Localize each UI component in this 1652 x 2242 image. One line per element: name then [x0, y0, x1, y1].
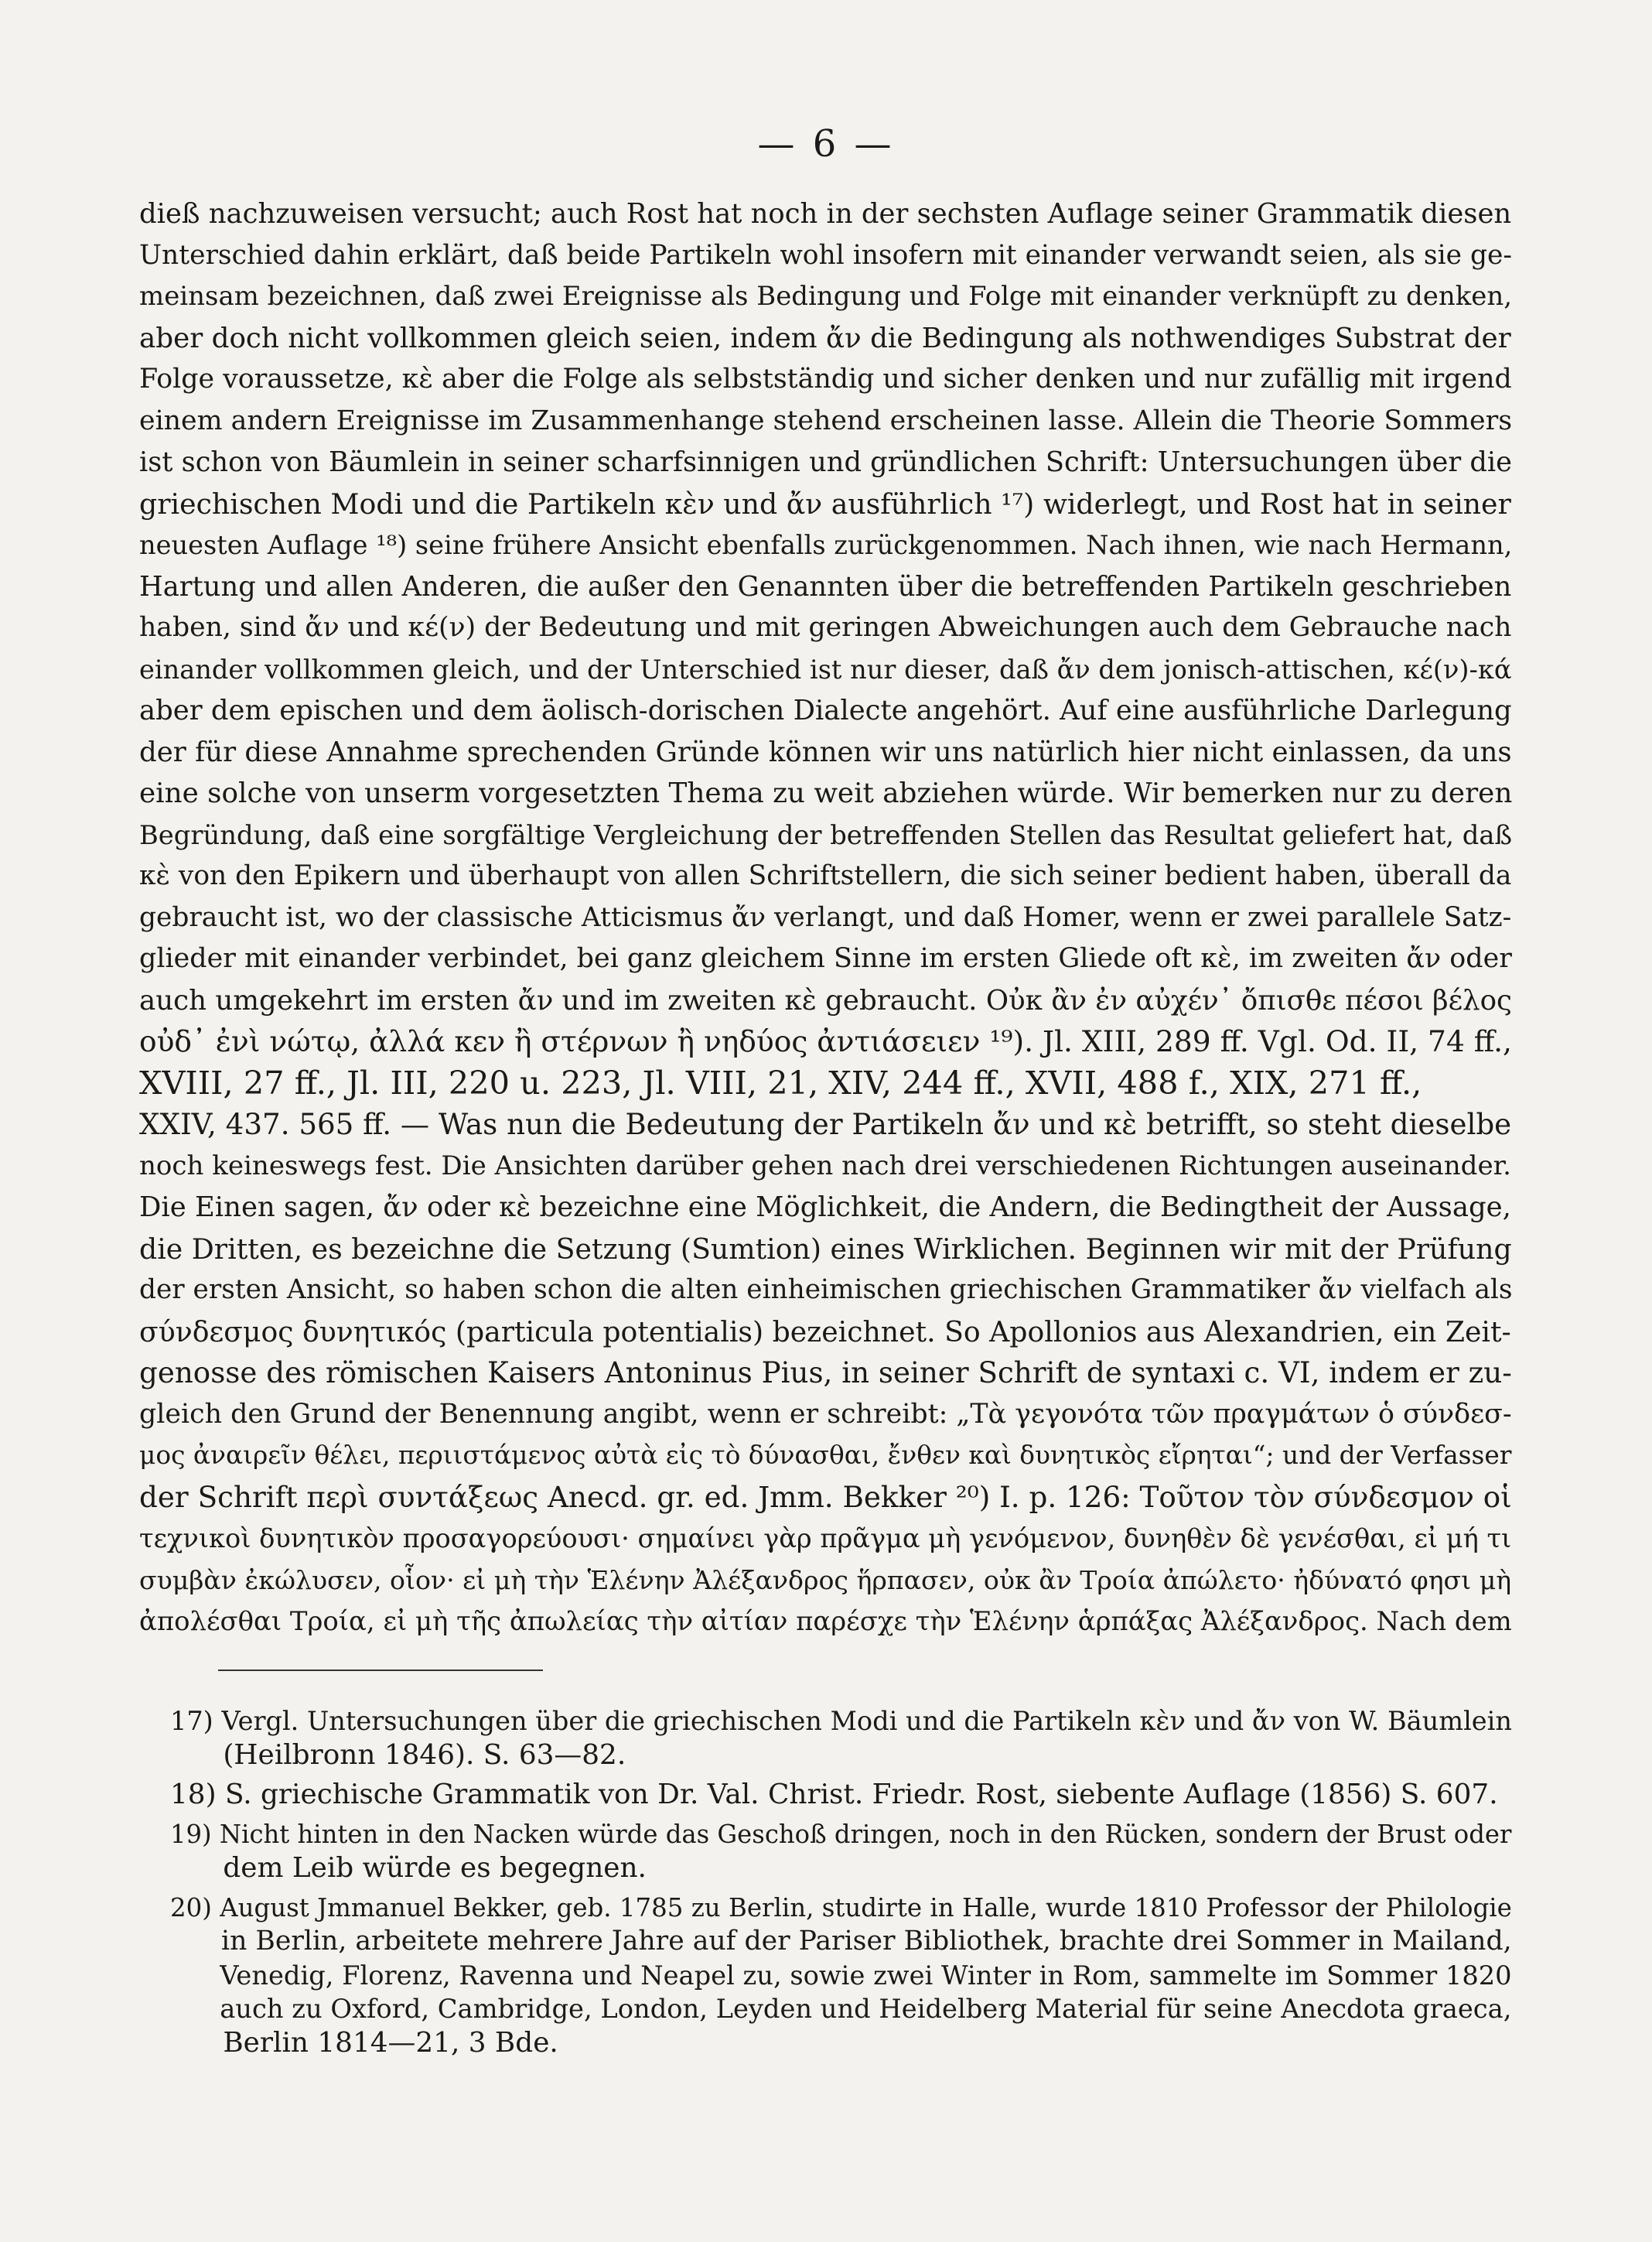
- text-line: genosse des römischen Kaisers Antoninus Pius, in seiner Schrift de syntaxi c. VI, indem er zu-: [139, 1355, 1512, 1389]
- text-line: σύνδεσμος δυνητικός (particula potentialis) bezeichnet. So Apollonios aus Alexandrien, ein Zeit-: [139, 1314, 1511, 1348]
- text-line: glieder mit einander verbindet, bei ganz gleichem Sinne im ersten Gliede oft κὲ, im zweiten ἄν oder: [139, 943, 1512, 974]
- footnote-line: 20) August Jmmanuel Bekker, geb. 1785 zu Berlin, studirte in Halle, wurde 1810 Professor der Philologie: [170, 1892, 1512, 1922]
- text-line: Begründung, daß eine sorgfältige Vergleichung der betreffenden Stellen das Resultat geliefert hat, daß: [139, 819, 1512, 850]
- text-line: Hartung und allen Anderen, die außer den Genannten über die betreffenden Partikeln geschrieben: [139, 570, 1512, 603]
- text-line: auch umgekehrt im ersten ἄν und im zweiten κὲ gebraucht. Οὐκ ἂν ἐν αὐχέν᾽ ὄπισθε πέσοι βέλος: [139, 984, 1512, 1017]
- text-line: Folge voraussetze, κὲ aber die Folge als selbstständig und sicher denken und nur zufällig mit irgend: [139, 364, 1512, 395]
- text-line: Unterschied dahin erklärt, daß beide Partikeln wohl insofern mit einander verwandt seien, als sie ge-: [139, 239, 1512, 271]
- footnote-line: auch zu Oxford, Cambridge, London, Leyden und Heidelberg Material für seine Anecdota graeca,: [170, 1994, 1512, 2024]
- text-line: meinsam bezeichnen, daß zwei Ereignisse als Bedingung und Folge mit einander verknüpft zu denken,: [139, 281, 1512, 312]
- text-line: XVIII, 27 ff., Jl. III, 220 u. 223, Jl. VIII, 21, XIV, 244 ff., XVII, 488 f., XIX, 271 ff.,: [139, 1064, 1422, 1102]
- text-line: ist schon von Bäumlein in seiner scharfsinnigen und gründlichen Schrift: Untersuchungen über die: [139, 446, 1512, 478]
- text-line: κὲ von den Epikern und überhaupt von allen Schriftstellern, die sich seiner bedient haben, überall da: [139, 860, 1512, 891]
- text-line: aber doch nicht vollkommen gleich seien, indem ἄν die Bedingung als nothwendiges Substrat der: [139, 322, 1511, 354]
- footnote-spacer: [170, 1885, 1512, 1892]
- text-line: XXIV, 437. 565 ff. — Was nun die Bedeutung der Partikeln ἄν und κὲ betrifft, so steht dieselbe: [139, 1107, 1512, 1141]
- text-line: einem andern Ereignisse im Zusammenhange stehend erscheinen lasse. Allein die Theorie Sommers: [139, 405, 1512, 436]
- text-line: griechischen Modi und die Partikeln κὲν und ἄν ausführlich ¹⁷) widerlegt, und Rost hat in seiner: [139, 487, 1511, 521]
- text-line: τεχνικοὶ δυνητικὸν προσαγορεύουσι· σημαίνει γὰρ πρᾶγμα μὴ γενόμενον, δυνηθὲν δὲ γενέσθαι, εἰ μή τι: [139, 1523, 1512, 1553]
- text-line: haben, sind ἄν und κέ(ν) der Bedeutung und mit geringen Abweichungen auch dem Gebrauche nach: [139, 612, 1512, 643]
- text-line: die Dritten, es bezeichne die Setzung (Sumtion) eines Wirklichen. Beginnen wir mit der Prüfung: [139, 1232, 1512, 1266]
- footnote-line: 18) S. griechische Grammatik von Dr. Val. Christ. Friedr. Rost, siebente Auflage (1856) S. 607.: [170, 1779, 1498, 1810]
- footnote-2: [170, 1778, 1512, 1812]
- footnote-spacer: [170, 1772, 1512, 1778]
- text-line: μος ἀναιρεῖν θέλει, περιιστάμενος αὐτὰ εἰς τὸ δύνασθαι, ἔνθεν καὶ δυνητικὸς εἴρηται“; und der Verfasser: [139, 1441, 1512, 1470]
- text-line: neuesten Auflage ¹⁸) seine frühere Ansicht ebenfalls zurückgenommen. Nach ihnen, wie nach Hermann,: [139, 530, 1512, 560]
- text-line: dieß nachzuweisen versucht; auch Rost hat noch in der sechsten Auflage seiner Grammatik diesen: [139, 198, 1512, 230]
- text-line: der für diese Annahme sprechenden Gründe können wir uns natürlich hier nicht einlassen, da uns: [139, 736, 1512, 768]
- body-text: [139, 193, 1512, 1642]
- text-line: einander vollkommen gleich, und der Unterschied ist nur dieser, daß ἄν dem jonisch-attischen, κέ(ν)-κά: [139, 654, 1512, 685]
- footnote-3: [170, 1818, 1512, 1885]
- footnote-4: [170, 1892, 1512, 2060]
- footnote-spacer: [170, 2059, 1512, 2066]
- text-line: συμβὰν ἐκώλυσεν, οἷον· εἰ μὴ τὴν Ἑλένην Ἀλέξανδρος ἥρπασεν, οὐκ ἂν Τροία ἀπώλετο· ἠδύνατό φησι μὴ: [139, 1564, 1512, 1595]
- text-line: noch keineswegs fest. Die Ansichten darüber gehen nach drei verschiedenen Richtungen auseinander.: [139, 1150, 1511, 1181]
- text-line: gebraucht ist, wo der classische Atticismus ἄν verlangt, und daß Homer, wenn er zwei parallele Satz-: [139, 901, 1512, 933]
- text-line: ἀπολέσθαι Τροία, εἰ μὴ τῆς ἀπωλείας τὴν αἰτίαν παρέσχε τὴν Ἑλένην ἁρπάξας Ἀλέξανδρος. Nach dem: [139, 1606, 1512, 1636]
- text-line: Die Einen sagen, ἄν oder κὲ bezeichne eine Möglichkeit, die Andern, die Bedingtheit der Aussage,: [139, 1191, 1511, 1223]
- footnote-divider: [218, 1670, 543, 1671]
- footnote-spacer: [170, 1812, 1512, 1818]
- footnote-line: dem Leib würde es begegnen.: [170, 1852, 647, 1884]
- footnote-line: in Berlin, arbeitete mehrere Jahre auf der Pariser Bibliothek, brachte drei Sommer in Mailand,: [170, 1926, 1512, 1957]
- footnote-line: 17) Vergl. Untersuchungen über die griechischen Modi und die Partikeln κὲν und ἄν von W. Bäumlein: [170, 1706, 1512, 1736]
- text-line: eine solche von unserm vorgesetzten Thema zu weit abziehen würde. Wir bemerken nur zu deren: [139, 778, 1512, 809]
- footnote-line: (Heilbronn 1846). S. 63—82.: [170, 1738, 626, 1771]
- text-line: aber dem epischen und dem äolisch-dorischen Dialecte angehört. Auf eine ausführliche Darlegung: [139, 695, 1512, 726]
- footnote-line: Berlin 1814—21, 3 Bde.: [170, 2026, 558, 2059]
- text-line: der Schrift περὶ συντάξεως Anecd. gr. ed. Jmm. Bekker ²⁰) I. p. 126: Τοῦτον τὸν σύνδεσμον οἱ: [139, 1479, 1512, 1514]
- page-number: — 6 —: [757, 122, 895, 166]
- text-line: gleich den Grund der Benennung angibt, wenn er schreibt: „Τὰ γεγονότα τῶν πραγμάτων ὁ σύνδεσ-: [139, 1398, 1512, 1430]
- text-line: der ersten Ansicht, so haben schon die alten einheimischen griechischen Grammatiker ἄν vielfach als: [139, 1274, 1512, 1305]
- footnote-line: 19) Nicht hinten in den Nacken würde das Geschoß dringen, noch in den Rücken, sondern der Brust oder: [170, 1819, 1512, 1849]
- footnote-line: Venedig, Florenz, Ravenna und Neapel zu, sowie zwei Winter in Rom, sammelte im Sommer 1820: [170, 1960, 1512, 1991]
- footnote-1: [170, 1704, 1512, 1772]
- footnotes: [170, 1704, 1512, 2066]
- text-line: οὐδ᾽ ἐνὶ νώτῳ, ἀλλά κεν ἢ στέρνων ἢ νηδύος ἀντιάσειεν ¹⁹). Jl. XIII, 289 ff. Vgl. Od. II, 74 ff.,: [139, 1024, 1512, 1058]
